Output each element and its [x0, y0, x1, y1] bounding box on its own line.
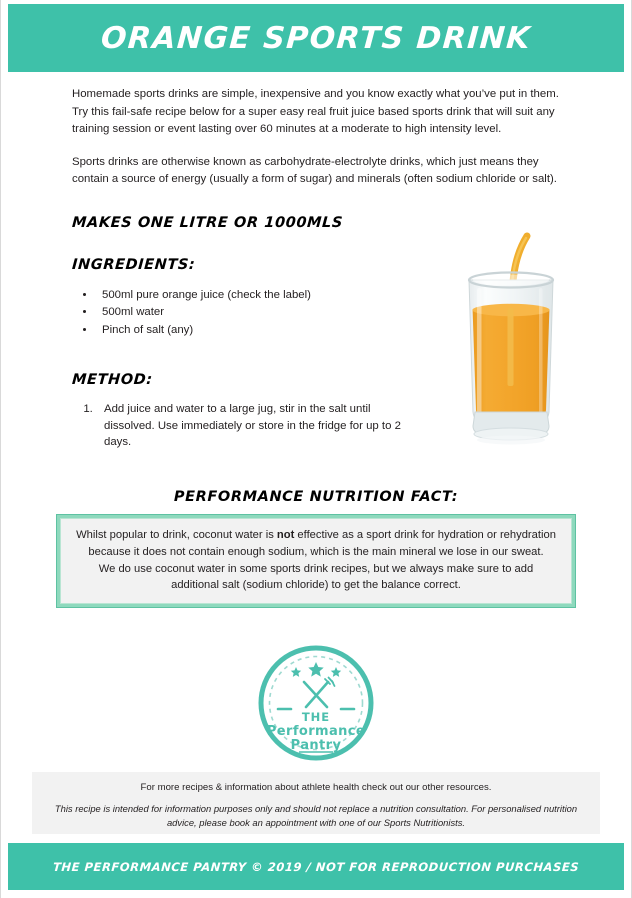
header-band [8, 4, 624, 72]
glass-shadow [477, 436, 545, 445]
intro-paragraph-1: Homemade sports drinks are simple, inexpensive and you know exactly what you’ve put in them. Try this fail-safe recipe below for a super easy real fruit juice based sports drink that will suit any training session or event lasting over 60 minutes at a moderate to high intensity level. [72, 88, 559, 135]
fact-heading: PERFORMANCE NUTRITION FACT: [173, 489, 459, 505]
ingredients-list [72, 287, 402, 339]
method-heading: METHOD: [71, 372, 154, 388]
fact-text-before: Whilst popular to drink, coconut water is [76, 529, 277, 541]
list-item: 1. Add juice and water to a large jug, stir in the salt until dissolved. Use immediately or store in the fridge for up to 2 days. [96, 401, 402, 451]
fact-paragraph-2: We do use coconut water in some sports drink recipes, but we always make sure to add additional salt (sodium chloride) to get the balance correct. [98, 562, 534, 592]
fact-paragraph-1 [74, 527, 558, 561]
footer-disclaimer-text: This recipe is intended for information purposes only and should not replace a nutrition consultation. For personalised nutrition advice, please book an appointment with one of our Sports Nutritionists. [54, 803, 578, 828]
fact-text-after: effective as a sport drink for hydration or rehydration because it does not contain enough sodium, which is the main mineral we lose in our sweat. [88, 529, 556, 558]
list-item: • 500ml water [96, 304, 402, 321]
footer-resources-text: For more recipes & information about athlete health check out our other resources. [140, 782, 492, 793]
ingredients-heading: INGREDIENTS: [71, 256, 196, 273]
glass-rim-inner [473, 274, 549, 285]
glass-of-orange-juice-icon [455, 212, 567, 457]
glass-highlight-left [477, 288, 482, 416]
juice-glass-image [455, 212, 567, 457]
copyright-text: THE PERFORMANCE PANTRY © 2019 / NOT FOR REPRODUCTION PURCHASES [52, 859, 580, 874]
list-item: • Pinch of salt (any) [96, 322, 402, 339]
page-title: ORANGE SPORTS DRINK [99, 20, 533, 56]
list-item: • 500ml pure orange juice (check the label) [96, 287, 402, 304]
performance-pantry-logo-icon [254, 645, 378, 765]
intro-paragraph-2: Sports drinks are otherwise known as carbohydrate-electrolyte drinks, which just means they contain a source of energy (usually a form of sugar) and minerals (often sodium chloride or salt). [72, 155, 557, 185]
fact-text-emphasis: not [276, 529, 295, 541]
bottom-copyright-bar [8, 843, 624, 890]
fact-box [57, 515, 575, 607]
straw-lower [508, 308, 514, 386]
brand-logo [254, 645, 378, 765]
yield-heading: MAKES ONE LITRE OR 1000MLS [71, 214, 344, 231]
method-list [72, 401, 402, 451]
glass-highlight-right [539, 288, 543, 414]
logo-line-3: Pantry [290, 738, 342, 753]
logo-line-2: Performance [266, 724, 366, 739]
footer-band [32, 772, 600, 834]
logo-line-1: THE [301, 710, 331, 724]
